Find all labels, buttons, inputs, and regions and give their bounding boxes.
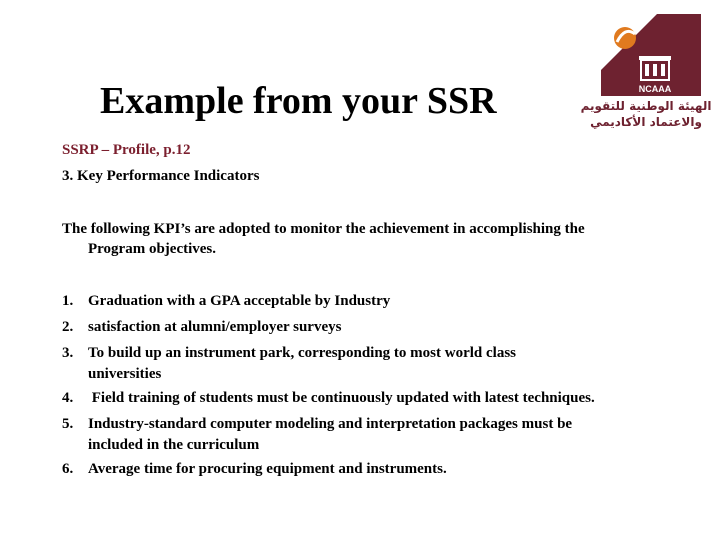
logo-arabic-text [572, 98, 720, 130]
kpi-item [62, 387, 712, 410]
kpi-list [62, 290, 712, 484]
kpi-text-continued: universities [88, 366, 162, 382]
kpi-text: To build up an instrument park, corresponding to most world class [88, 345, 516, 361]
kpi-text-continued: included in the curriculum [88, 437, 260, 453]
ncaaa-logo [597, 12, 705, 152]
kpi-item [62, 342, 712, 384]
intro-paragraph [62, 219, 702, 259]
kpi-number: 1. [62, 293, 74, 309]
kpi-text: Graduation with a GPA acceptable by Industry [88, 293, 391, 309]
intro-line-2: Program objectives. [88, 241, 217, 257]
kpi-text: satisfaction at alumni/employer surveys [88, 319, 342, 335]
slide-title: Example from your SSR [100, 80, 497, 122]
kpi-item [62, 316, 712, 339]
kpi-item [62, 458, 712, 481]
kpi-number: 6. [62, 461, 74, 477]
slide-subtitle: SSRP – Profile, p.12 [62, 142, 191, 158]
intro-line-1: The following KPI’s are adopted to monitor the achievement in accomplishing the [62, 221, 585, 237]
kpi-text: Industry-standard computer modeling and interpretation packages must be [88, 416, 573, 432]
logo-arabic-line-2: والاعتماد الأكاديمي [590, 115, 702, 129]
kpi-number: 3. [62, 345, 74, 361]
kpi-number: 5. [62, 416, 74, 432]
logo-abbrev: NCAAA [638, 84, 672, 94]
kpi-text: Field training of students must be continuously updated with latest techniques. [88, 390, 595, 406]
kpi-text: Average time for procuring equipment and instruments. [88, 461, 447, 477]
kpi-item [62, 290, 712, 313]
kpi-number: 4. [62, 390, 74, 406]
kpi-item [62, 413, 712, 455]
kpi-heading: 3. Key Performance Indicators [62, 168, 260, 184]
logo-arabic-line-1: الهيئة الوطنية للتقويم [580, 99, 712, 113]
kpi-number: 2. [62, 319, 74, 335]
